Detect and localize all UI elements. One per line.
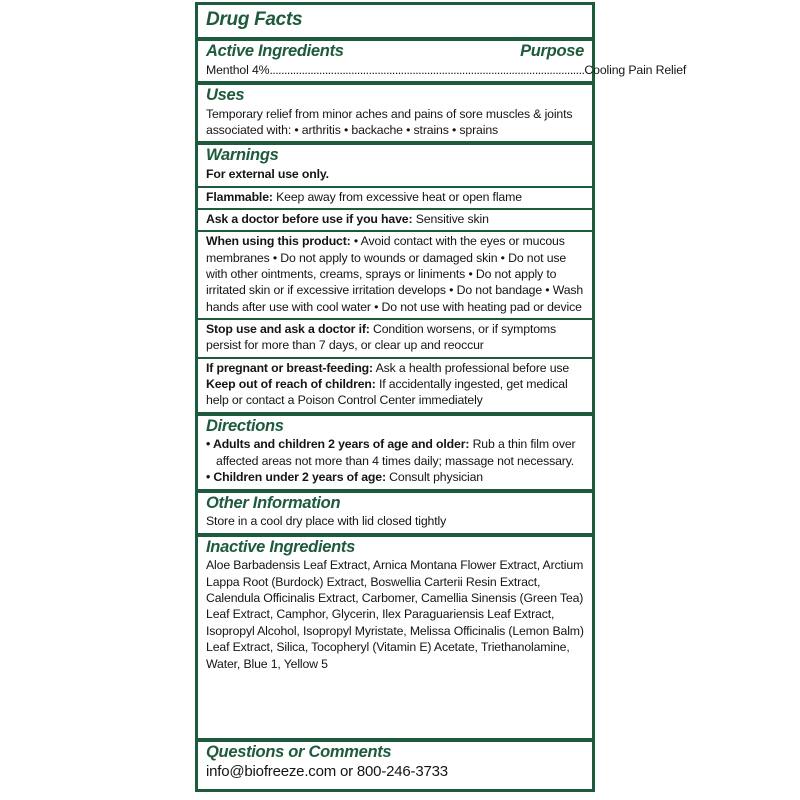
directions-section <box>198 412 592 489</box>
ask-doctor-label: Ask a doctor before use if you have: <box>206 211 413 226</box>
inactive-ingredients-heading: Inactive Ingredients <box>206 537 355 556</box>
inactive-ingredients-text: Aloe Barbadensis Leaf Extract, Arnica Montana Flower Extract, Arctium Lappa Root (Burdock) Extract, Boswellia Carterii Resin Extract, Calendula Officinalis Extract, Carbomer, Camellia Sinensis (Green Tea) Leaf Extract, Camphor, Glycerin, Ilex Paraguariensis Leaf Extract, Isopropyl Alcohol, Isopropyl Myristate, Melissa Officinalis (Lemon Balm) Leaf Extract, Silica, Tocopheryl (Vitamin E) Acetate, Triethanolamine, Water, Blue 1, Yellow 5 <box>206 558 584 671</box>
inactive-ingredients-section <box>198 533 592 739</box>
directions-heading: Directions <box>206 416 284 435</box>
contact-info: info@biofreeze.com or 800-246-3733 <box>206 763 448 781</box>
active-ingredients-heading: Active Ingredients <box>206 41 344 60</box>
warnings-heading: Warnings <box>206 146 279 165</box>
pregnancy-label: If pregnant or breast-feeding: <box>206 360 373 375</box>
questions-heading: Questions or Comments <box>206 743 392 762</box>
flammable-text: Keep away from excessive heat or open flame <box>272 189 522 204</box>
when-using-label: When using this product: <box>206 234 351 249</box>
drug-facts-label <box>195 2 687 792</box>
uses-section <box>198 81 592 141</box>
external-use-text: For external use only. <box>206 167 329 182</box>
children-label: Keep out of reach of children: <box>206 377 376 391</box>
when-using-text: • Avoid contact with the eyes or mucous membranes • Do not apply to wounds or damaged skin • Do not use with other ointments, creams, sprays or liniments • Do not apply to irritated skin or if excessive irritation develops • Do not bandage • Wash hands after use with cool water • Do not use with heating pad or device <box>206 234 584 314</box>
directions-adults <box>206 436 584 469</box>
pregnancy-warning <box>206 360 584 376</box>
children-warning <box>206 376 584 409</box>
flammable-label: Flammable: <box>206 189 273 204</box>
directions-children-text: Consult physician <box>385 470 483 485</box>
warnings-section <box>198 141 592 185</box>
leader-dots: ............................................................................................................ <box>269 62 585 77</box>
pregnancy-children-section <box>198 357 592 412</box>
other-information-heading: Other Information <box>206 493 341 512</box>
pregnancy-text: Ask a health professional before use <box>372 360 570 375</box>
directions-adults-text: Rub a thin film over affected areas not more than 4 times daily; massage not necessary. <box>216 437 576 468</box>
uses-heading: Uses <box>206 85 245 104</box>
stop-use-warning <box>206 321 584 354</box>
uses-text: Temporary relief from minor aches and pains of sore muscles & joints associated with: • arthritis • backache • strains • sprains <box>206 106 573 138</box>
flammable-warning <box>206 189 584 205</box>
stop-use-label: Stop use and ask a doctor if: <box>206 321 370 336</box>
directions-children-label: • Children under 2 years of age: <box>206 470 386 485</box>
when-using-warning <box>206 233 584 315</box>
stop-use-section <box>198 318 592 357</box>
drug-facts-title: Drug Facts <box>206 9 303 30</box>
ask-doctor-section <box>198 208 592 230</box>
directions-adults-label: • Adults and children 2 years of age and older: <box>206 437 470 452</box>
active-ingredients-section <box>198 37 687 81</box>
children-text: If accidentally ingested, get medical help or contact a Poison Control Center immediately <box>206 377 568 408</box>
other-information-text: Store in a cool dry place with lid closed tightly <box>206 514 447 529</box>
active-ingredient-purpose: Cooling Pain Relief <box>584 62 687 77</box>
when-using-section <box>198 230 592 318</box>
flammable-section <box>198 186 592 208</box>
ask-doctor-warning <box>206 211 584 227</box>
active-ingredient-row <box>206 62 687 78</box>
questions-section <box>198 738 592 789</box>
directions-children <box>206 469 584 485</box>
purpose-heading: Purpose <box>520 41 584 60</box>
stop-use-text: Condition worsens, or if symptoms persist for more than 7 days, or clear up and reoccur <box>206 321 557 353</box>
ask-doctor-text: Sensitive skin <box>412 211 489 226</box>
title-section <box>198 5 592 37</box>
active-ingredient-name: Menthol 4% <box>206 62 270 77</box>
other-information-section <box>198 489 592 533</box>
active-header-row <box>206 42 584 62</box>
